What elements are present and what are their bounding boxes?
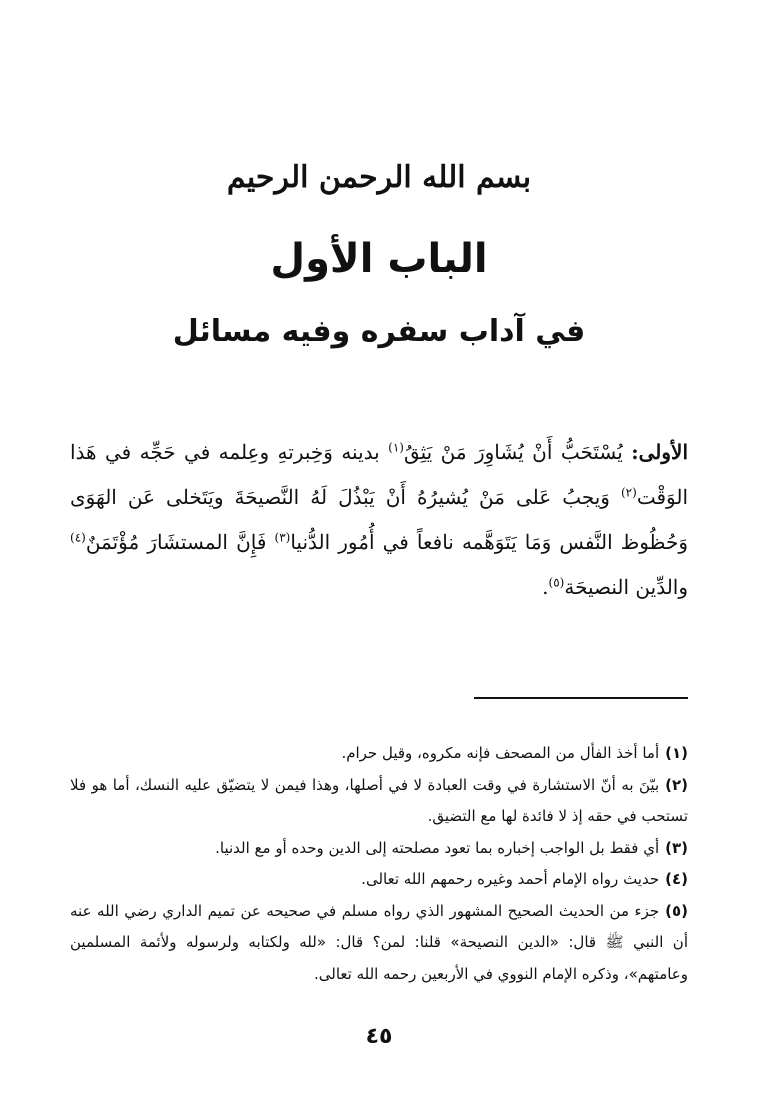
footnote-number: (٣) [665,838,688,857]
footnote-number: (٥) [665,901,688,920]
footnote-text: حديث رواه الإمام أحمد وغيره رحمهم الله تعالى. [361,870,660,888]
paragraph-segment: فَإِنَّ المستشَارَ مُؤْتَمَنٌ [85,530,275,554]
footnote-ref-3[interactable]: (٣) [274,530,291,545]
paragraph-lead: الأولى: [631,440,689,464]
footnotes-section [70,738,688,990]
footnote-divider [474,697,688,699]
footnote-text: أما أخذ الفأل من المصحف فإنه مكروه، وقيل حرام. [341,744,660,762]
main-paragraph [70,430,688,610]
paragraph-segment: والدِّين النصيحَة [564,575,688,599]
paragraph-segment: . [542,575,549,599]
footnote-ref-5[interactable]: (٥) [548,575,565,590]
footnote-2 [70,770,688,833]
footnote-5 [70,896,688,991]
chapter-subtitle: في آداب سفره وفيه مسائل [172,314,586,349]
basmala-heading: بسم الله الرحمن الرحيم [226,160,532,195]
footnote-ref-1[interactable]: (١) [388,440,404,455]
paragraph-segment: وَيجبُ عَلى مَنْ يُشيرُهُ أَنْ يَبْذُلَ لَهُ النَّصيحَةَ ويَتَخلى عَن الهَوَى وَحُظُوظ النَّفس وَمَا يَتَوَهَّمه نافعاً في أُمُور الدُّنيا [70,485,688,554]
chapter-title: الباب الأول [270,236,488,282]
paragraph-segment: بدينه وَخِبرتهِ وعِلمه في حَجِّه في هَذا الوَقْت [70,440,688,509]
footnote-text: جزء من الحديث الصحيح المشهور الذي رواه مسلم في صحيحه عن تميم الداري رضي الله عنه أن النبي ﷺ قال: «الدين النصيحة» قلنا: لمن؟ قال: «لله ولكتابه ولرسوله ولأئمة المسلمين وعامتهم»، وذكره الإمام النووي في الأربعين رحمه الله تعالى. [70,901,688,983]
footnote-3 [70,833,688,865]
footnote-text: بيّنَ به أنّ الاستشارة في وقت العبادة لا في أصلها، وهذا فيمن لا يتضيّق عليه النسك، أما هو فلا تستحب في حقه إذ لا فائدة لها مع التضيق. [70,775,688,825]
footnote-text: أي فقط بل الواجب إخباره بما تعود مصلحته إلى الدين وحده أو مع الدنيا. [215,838,660,857]
footnote-number: (٢) [665,775,688,794]
footnote-number: (٤) [665,870,688,888]
footnote-ref-2[interactable]: (٢) [620,485,637,500]
paragraph-segment: يُسْتَحَبُّ أَنْ يُشَاوِرَ مَنْ يَثِقُ [403,440,632,464]
footnote-4 [70,864,688,896]
footnote-1 [70,738,688,770]
footnote-ref-4[interactable]: (٤) [70,530,86,545]
page-number: ٤٥ [365,1024,393,1049]
footnote-number: (١) [665,744,688,762]
